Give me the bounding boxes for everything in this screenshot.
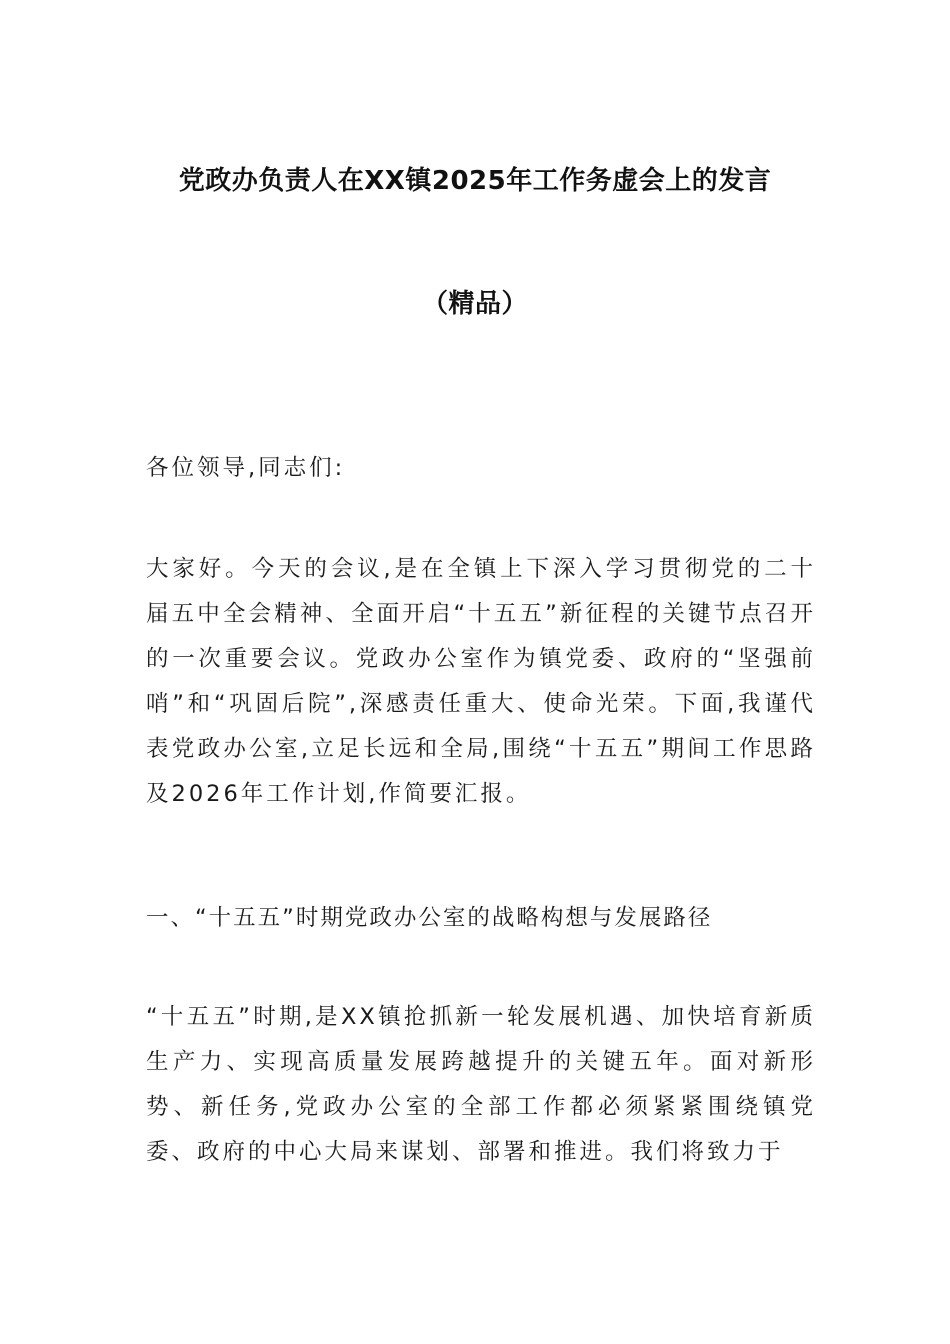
paragraph-opening: 大家好。今天的会议,是在全镇上下深入学习贯彻党的二十届五中全会精神、全面开启“十五五”新征程的关键节点召开的一次重要会议。党政办公室作为镇党委、政府的“坚强前哨”和“巩固后院”,深感责任重大、使命光荣。下面,我谨代表党政办公室,立足长远和全局,围绕“十五五”期间工作思路及2026年工作计划,作简要汇报。 <box>146 556 816 807</box>
paragraph-section-1: “十五五”时期,是XX镇抢抓新一轮发展机遇、加快培育新质生产力、实现高质量发展跨越提升的关键五年。面对新形势、新任务,党政办公室的全部工作都必须紧紧围绕镇党委、政府的中心大局来谋划、部署和推进。我们将致力于 <box>146 1004 816 1165</box>
salutation: 各位领导,同志们: <box>146 455 346 481</box>
section-heading-1: 一、“十五五”时期党政办公室的战略构想与发展路径 <box>146 905 713 931</box>
document-subtitle: （精品） <box>421 289 528 319</box>
document-title: 党政办负责人在XX镇2025年工作务虚会上的发言 <box>178 166 772 196</box>
